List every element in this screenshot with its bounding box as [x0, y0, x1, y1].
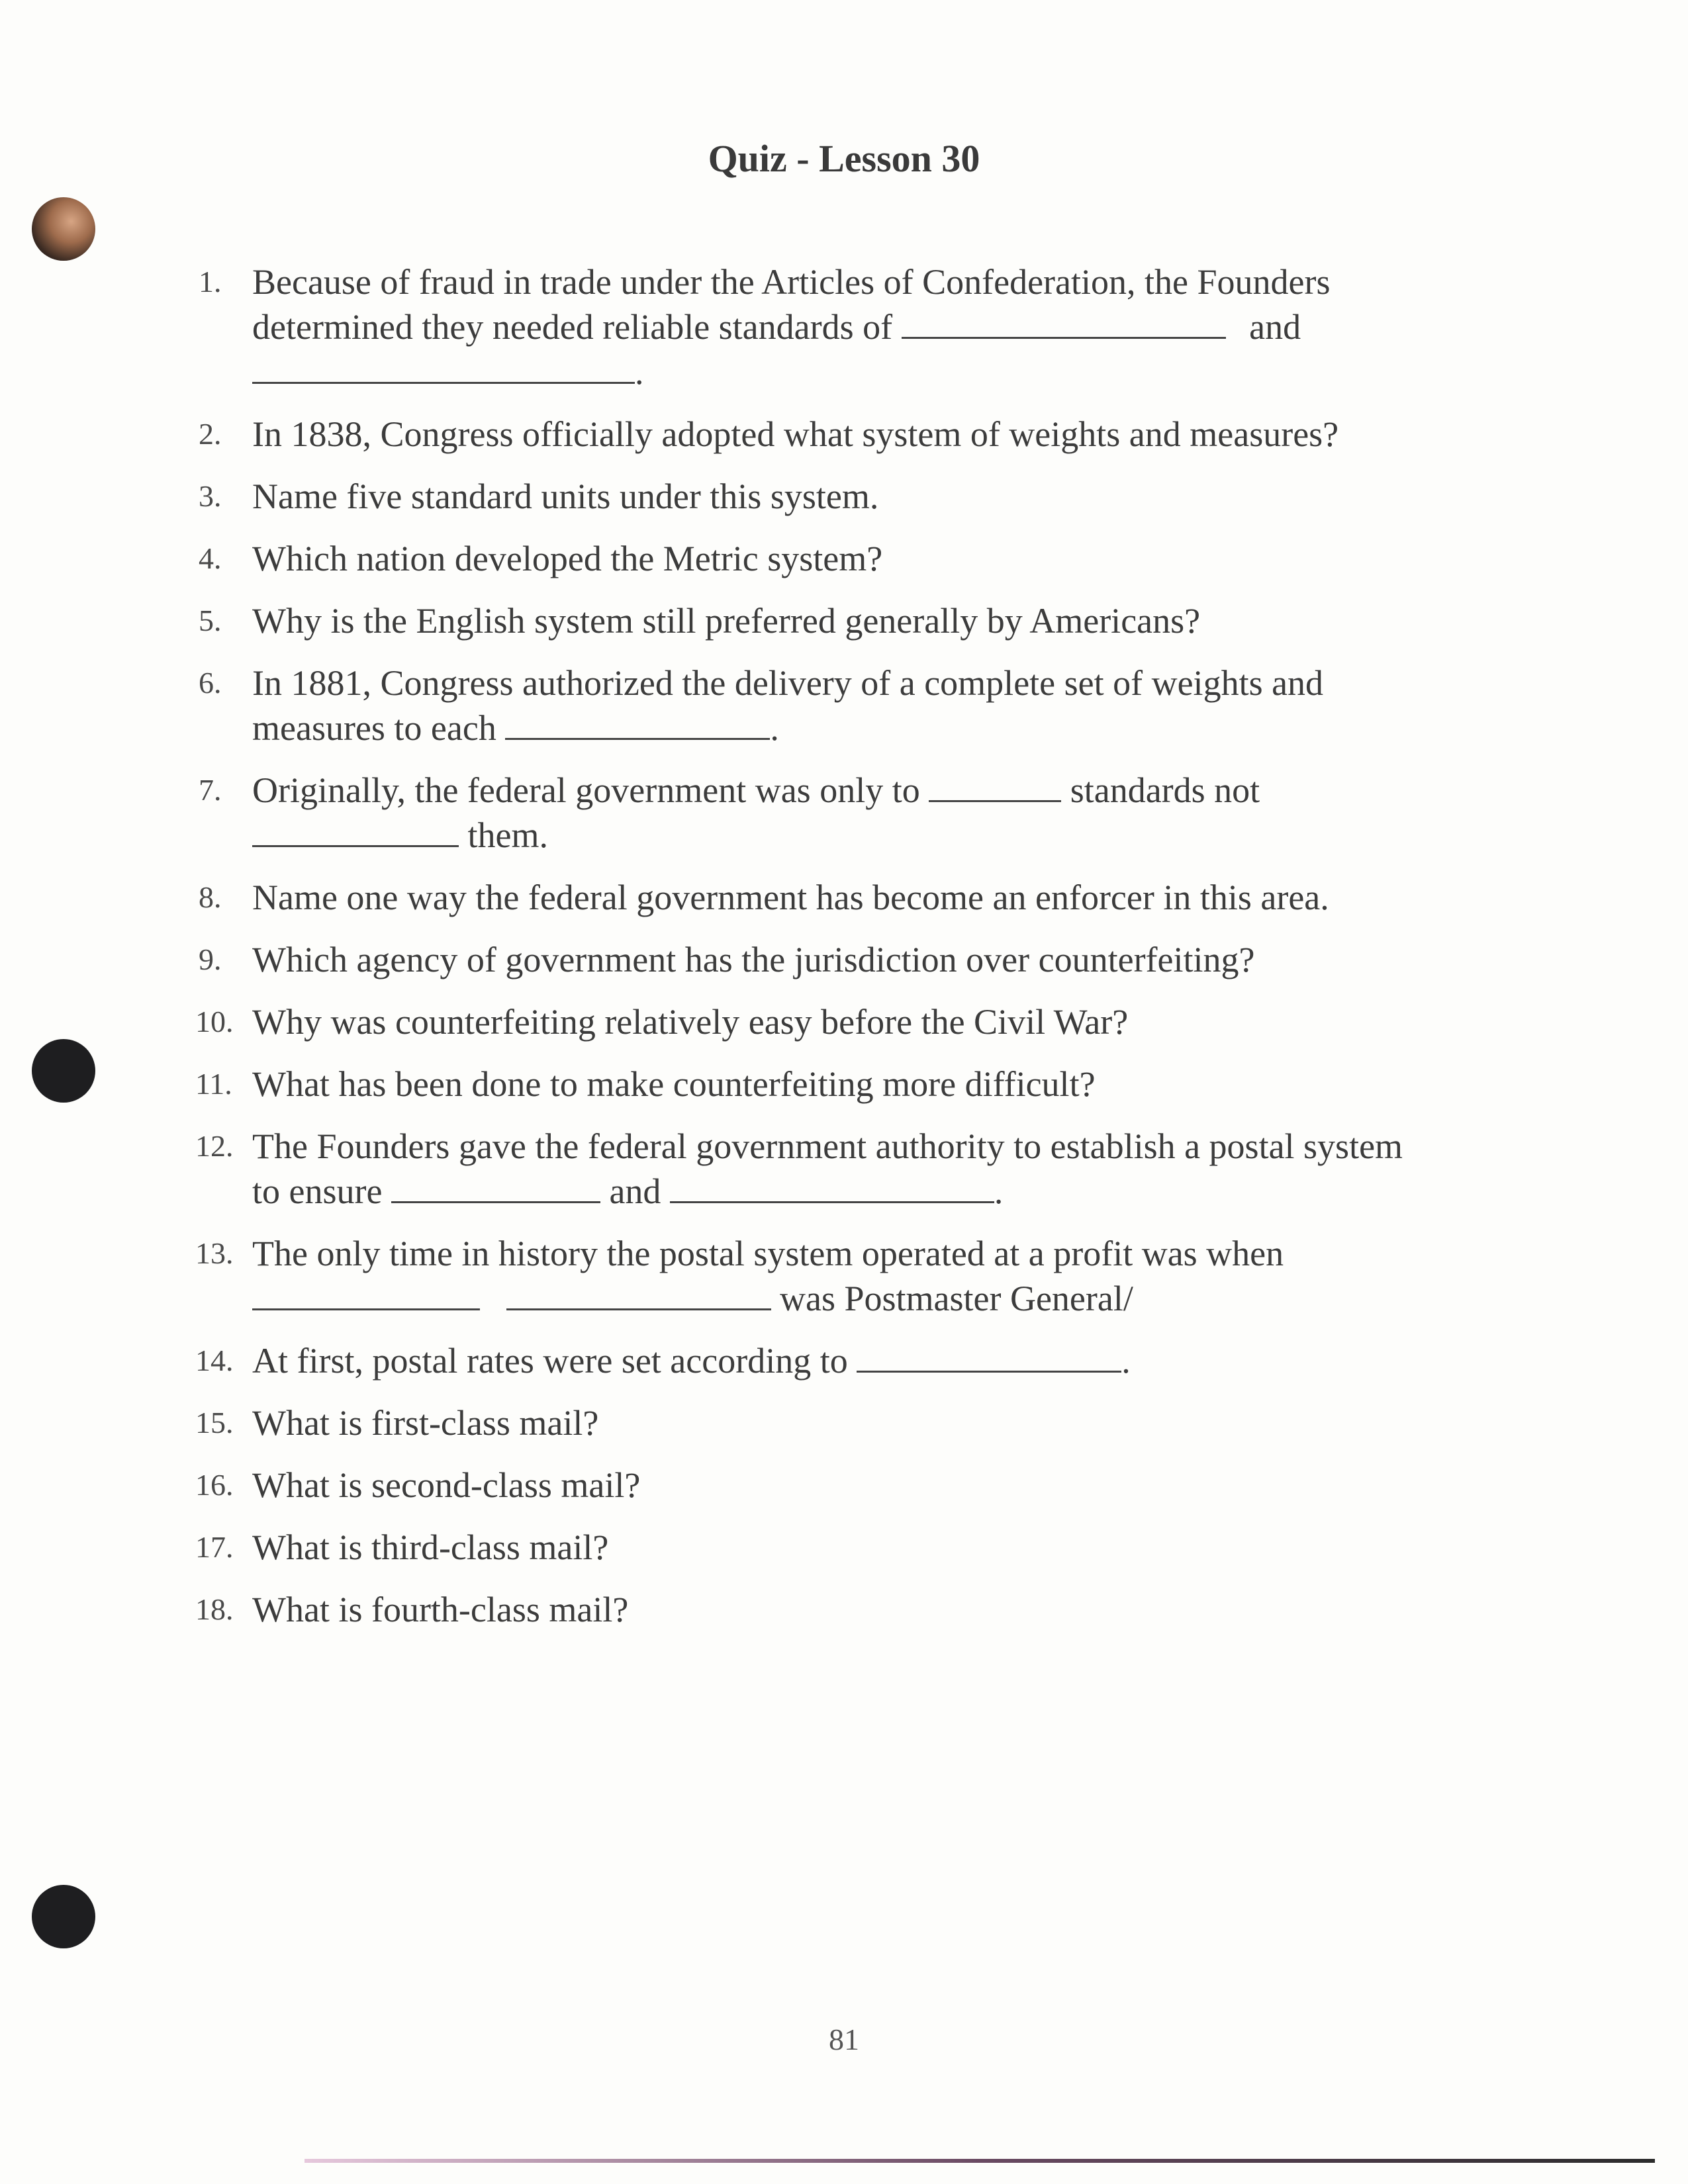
question-3	[199, 474, 1496, 519]
question-number: 1.	[199, 265, 222, 298]
question-7	[199, 768, 1496, 858]
question-number: 3.	[199, 479, 222, 513]
question-text: them.	[467, 815, 548, 855]
question-18	[195, 1587, 1496, 1632]
question-text: determined they needed reliable standards of	[252, 307, 893, 347]
question-number: 18.	[195, 1592, 234, 1626]
answer-blank[interactable]	[929, 768, 1061, 802]
question-12	[195, 1124, 1496, 1214]
question-8	[199, 875, 1496, 920]
question-text: At first, postal rates were set according to	[252, 1341, 848, 1381]
question-text: Name five standard units under this system.	[252, 477, 879, 516]
question-text: Name one way the federal government has become an enforcer in this area.	[252, 878, 1329, 917]
answer-blank[interactable]	[505, 706, 770, 740]
question-17	[195, 1525, 1496, 1570]
question-number: 6.	[199, 666, 222, 700]
question-15	[195, 1400, 1496, 1445]
punch-hole-middle	[32, 1039, 95, 1103]
question-number: 13.	[195, 1236, 234, 1270]
question-text: was Postmaster General/	[780, 1279, 1133, 1318]
question-text: .	[994, 1171, 1004, 1211]
question-number: 16.	[195, 1468, 234, 1502]
question-text: What is second-class mail?	[252, 1465, 641, 1505]
question-number: 12.	[195, 1129, 234, 1163]
question-text: and	[609, 1171, 661, 1211]
question-number: 14.	[195, 1343, 234, 1377]
answer-blank[interactable]	[391, 1169, 600, 1203]
question-number: 4.	[199, 541, 222, 575]
question-number: 11.	[195, 1067, 232, 1101]
question-13	[195, 1231, 1496, 1321]
question-text: Why was counterfeiting relatively easy before the Civil War?	[252, 1002, 1129, 1042]
question-number: 8.	[199, 880, 222, 914]
answer-blank[interactable]	[506, 1277, 771, 1310]
question-text: Which nation developed the Metric system?	[252, 539, 883, 578]
question-text: measures to each	[252, 708, 496, 748]
question-text: Why is the English system still preferred generally by Americans?	[252, 601, 1201, 641]
question-6	[199, 660, 1496, 751]
question-11	[195, 1062, 1496, 1107]
answer-blank[interactable]	[252, 1277, 480, 1310]
question-2	[199, 412, 1496, 457]
question-text: .	[770, 708, 779, 748]
question-1	[199, 259, 1496, 394]
question-number: 9.	[199, 942, 222, 976]
question-list	[195, 259, 1496, 1649]
question-text: What is fourth-class mail?	[252, 1590, 629, 1629]
answer-blank[interactable]	[857, 1339, 1121, 1373]
answer-blank[interactable]	[252, 813, 459, 847]
question-number: 7.	[199, 773, 222, 807]
answer-blank[interactable]	[902, 305, 1226, 339]
question-text: Because of fraud in trade under the Articles of Confederation, the Founders	[252, 262, 1331, 302]
question-10	[195, 999, 1496, 1044]
question-number: 5.	[199, 604, 222, 637]
question-text: and	[1249, 307, 1301, 347]
question-9	[199, 937, 1496, 982]
question-text: .	[1121, 1341, 1131, 1381]
answer-blank[interactable]	[252, 350, 635, 384]
question-text: The only time in history the postal system operated at a profit was when	[252, 1234, 1284, 1273]
question-text: Which agency of government has the jurisdiction over counterfeiting?	[252, 940, 1255, 979]
question-5	[199, 598, 1496, 643]
question-text: In 1838, Congress officially adopted what system of weights and measures?	[252, 414, 1339, 454]
scan-edge-line	[305, 2159, 1655, 2163]
question-text: .	[635, 352, 644, 392]
question-text: to ensure	[252, 1171, 383, 1211]
question-text: standards not	[1070, 770, 1260, 810]
question-text: Originally, the federal government was only to	[252, 770, 920, 810]
punch-hole-top	[32, 197, 95, 261]
answer-blank[interactable]	[670, 1169, 994, 1203]
question-number: 15.	[195, 1406, 234, 1439]
page-number: 81	[829, 2023, 859, 2056]
question-text: What is third-class mail?	[252, 1527, 609, 1567]
question-number: 17.	[195, 1530, 234, 1564]
question-16	[195, 1463, 1496, 1508]
question-number: 10.	[195, 1005, 234, 1038]
question-text: What is first-class mail?	[252, 1403, 599, 1443]
page-title: Quiz - Lesson 30	[708, 137, 980, 180]
punch-hole-bottom	[32, 1885, 95, 1948]
question-number: 2.	[199, 417, 222, 451]
question-text: In 1881, Congress authorized the delivery of a complete set of weights and	[252, 663, 1324, 703]
question-4	[199, 536, 1496, 581]
question-text: The Founders gave the federal government authority to establish a postal system	[252, 1126, 1403, 1166]
question-text: What has been done to make counterfeiting more difficult?	[252, 1064, 1096, 1104]
question-14	[195, 1338, 1496, 1383]
